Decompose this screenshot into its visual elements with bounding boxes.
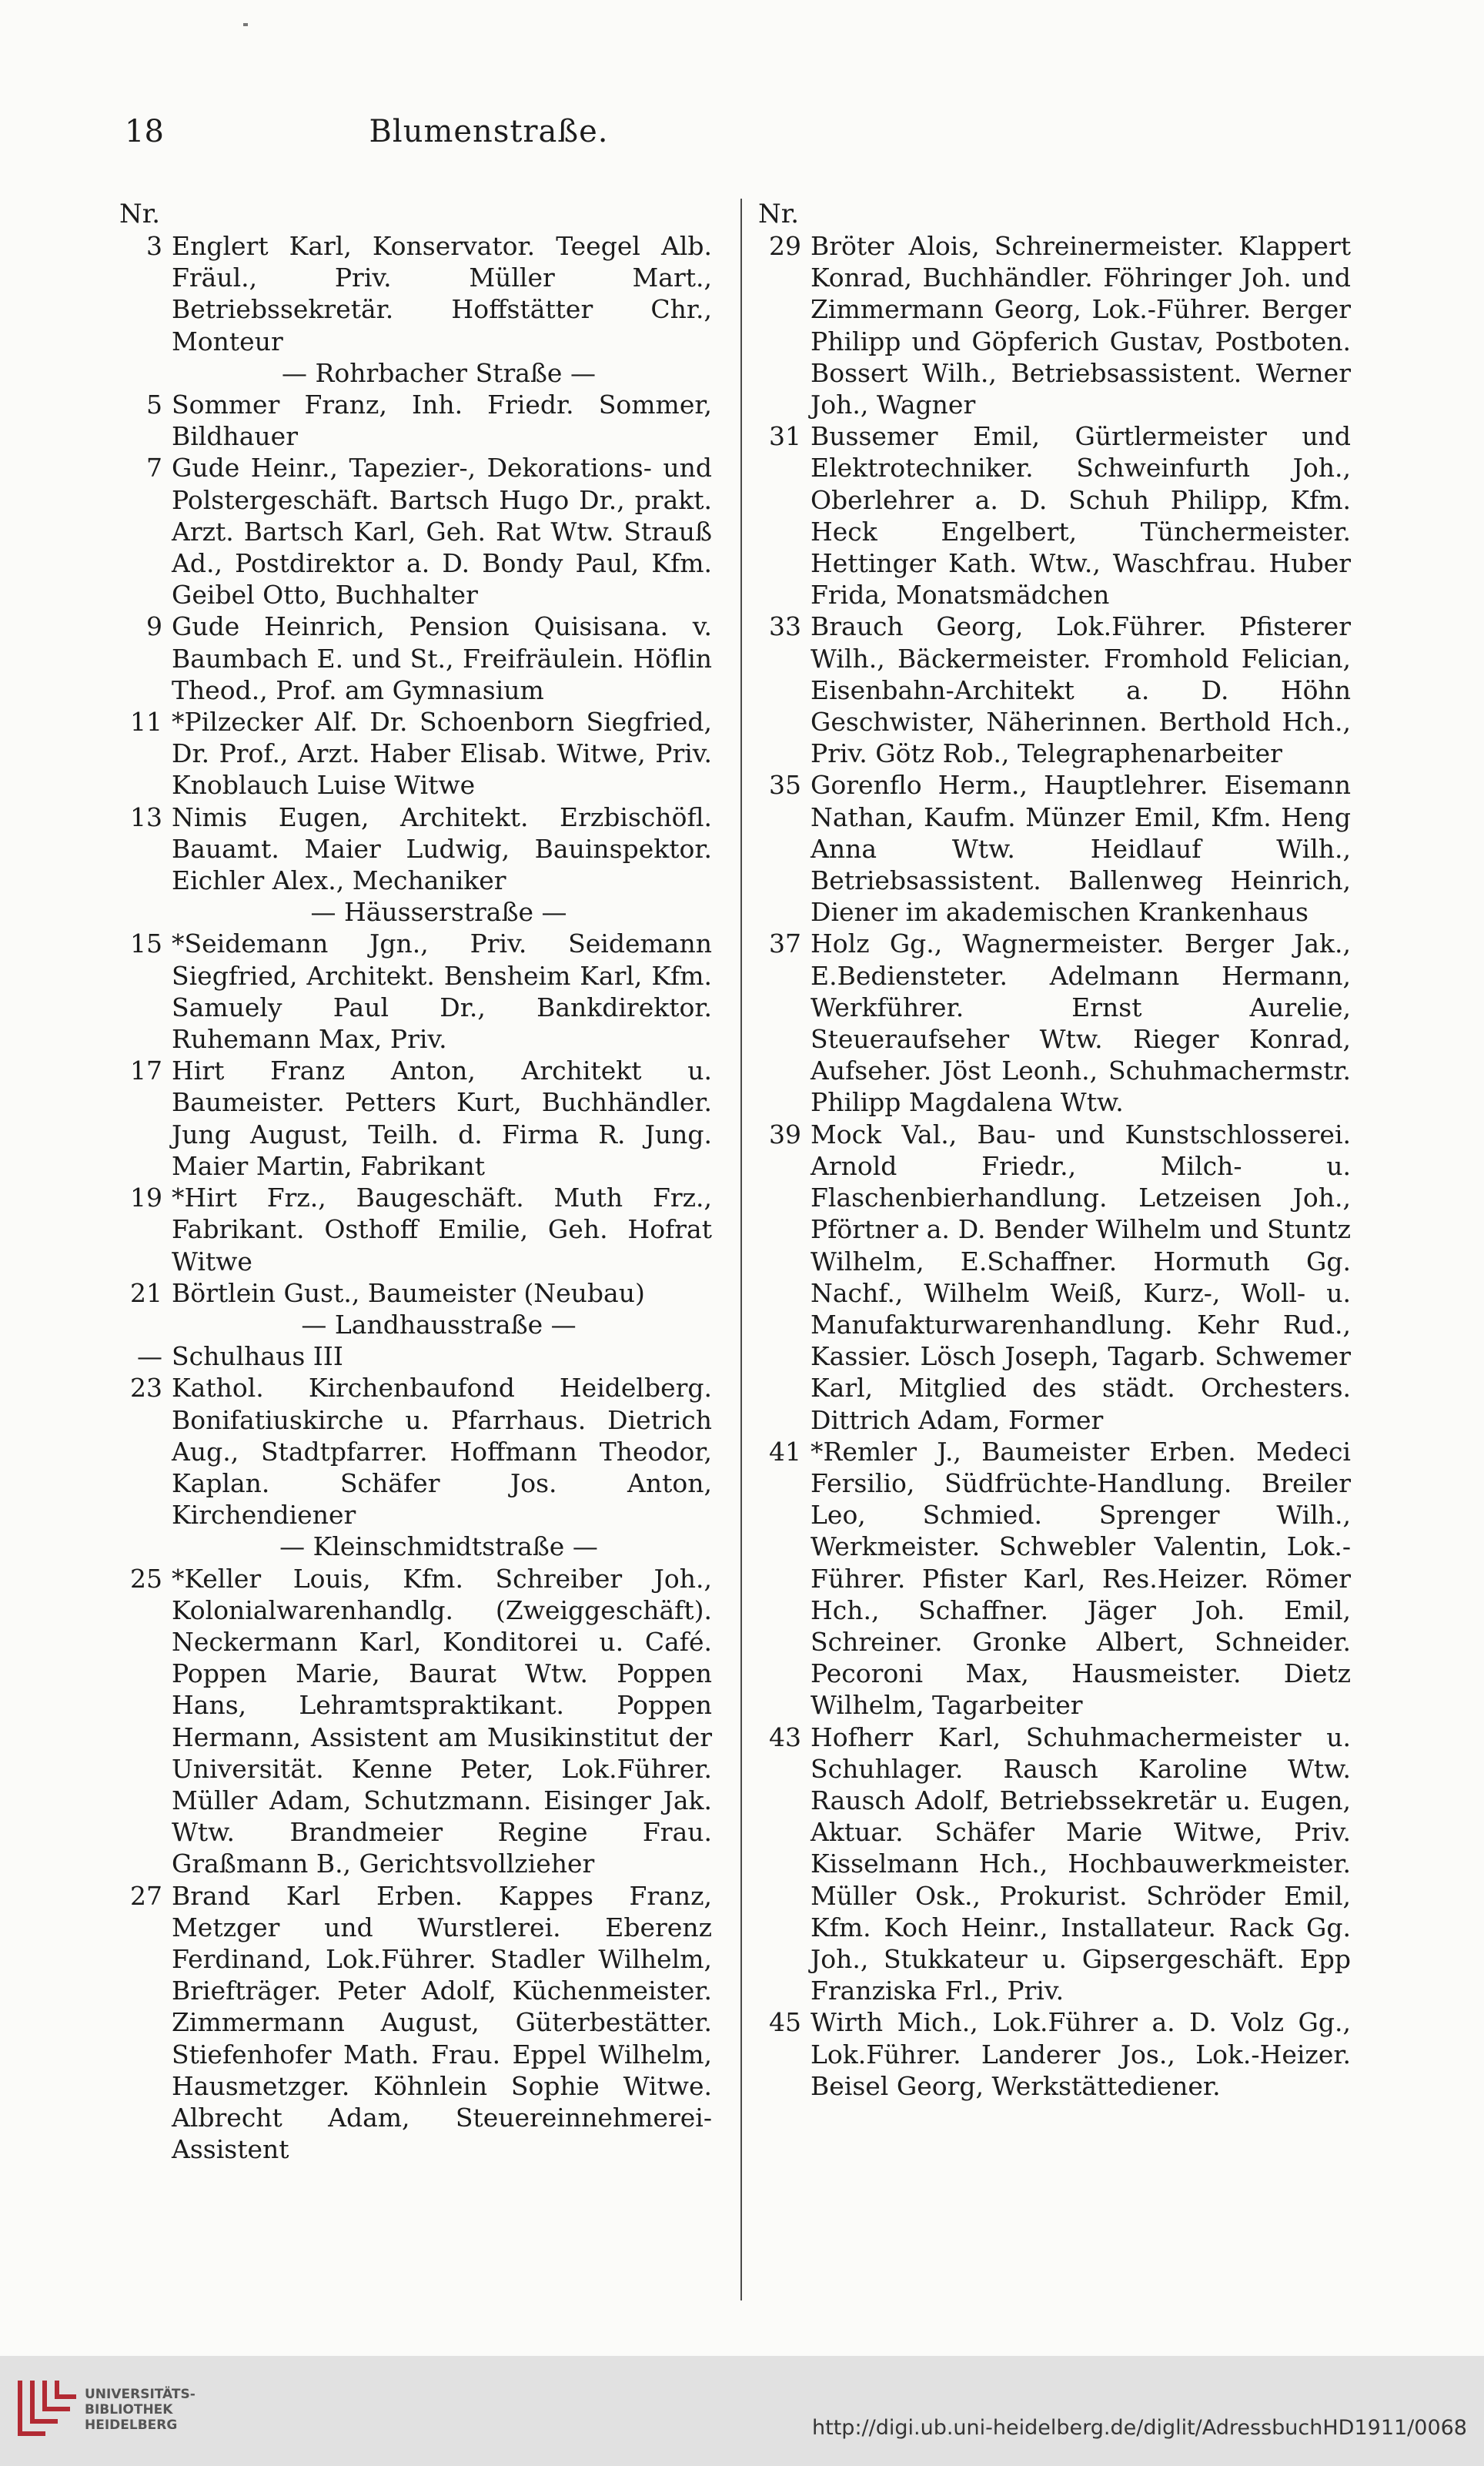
residents-text: Gude Heinrich, Pension Quisisana. v. Baumbach E. und St., Freifräulein. Höflin Theod., Prof. am Gymnasium (172, 611, 712, 705)
house-number: 9 (146, 611, 162, 642)
address-entry (119, 928, 712, 1055)
house-number: 15 (130, 929, 162, 959)
page-number: 18 (125, 114, 164, 149)
residents-text: Mock Val., Bau- und Kunstschlosserei. Arnold Friedr., Milch- u. Flaschenbierhandlung. Letzeisen Joh., Pförtner a. D. Bender Wilhelm und Stuntz Wilhelm, E.Schaffner. Hormuth Gg. Nachf., Wilhelm Weiß, Kurz-, Woll- u. Manufakturwarenhandlung. Kehr Rud., Kassier. Lösch Joseph, Tagarb. Schwemer Karl, Mitglied des städt. Orchesters. Dittrich Adam, Former (811, 1119, 1351, 1435)
residents-text: Bussemer Emil, Gürtlermeister und Elektrotechniker. Schweinfurth Joh., Oberlehrer a. D. Schuh Philipp, Kfm. Heck Engelbert, Tünchermeister. Hettinger Kath. Wtw., Waschfrau. Huber Frida, Monatsmädchen (811, 421, 1351, 611)
address-entry (119, 1182, 712, 1277)
house-number: 27 (130, 1880, 162, 1911)
house-number: 43 (769, 1722, 801, 1752)
residents-text: Kathol. Kirchenbaufond Heidelberg. Bonifatiuskirche u. Pfarrhaus. Dietrich Aug., Stadtpfarrer. Hoffmann Theodor, Kaplan. Schäfer Jos. Anton, Kirchendiener (172, 1373, 712, 1531)
left-column (119, 199, 712, 2165)
house-number: 41 (769, 1436, 801, 1467)
residents-text: Englert Karl, Konservator. Teegel Alb. Fräul., Priv. Müller Mart., Betriebssekretär. Hoffstätter Chr., Monteur (172, 231, 712, 356)
library-logo-icon[interactable] (12, 2377, 80, 2441)
residents-text: *Pilzecker Alf. Dr. Schoenborn Siegfried, Dr. Prof., Arzt. Haber Elisab. Witwe, Priv. Knoblauch Luise Witwe (172, 707, 712, 801)
column-header: Nr. (758, 199, 800, 229)
residents-text: Gorenflo Herm., Hauptlehrer. Eisemann Nathan, Kaufm. Münzer Emil, Kfm. Heng Anna Wtw. Heidlauf Wilh., Betriebsassistent. Ballenweg Heinrich, Diener im akademischen Krankenhaus (811, 770, 1351, 928)
address-entry (758, 230, 1351, 420)
library-name-line: BIBLIOTHEK (85, 2402, 173, 2417)
house-number: 25 (130, 1563, 162, 1594)
house-number: 45 (769, 2007, 801, 2038)
address-entry (119, 230, 712, 357)
residents-text: Hofherr Karl, Schuhmachermeister u. Schuhlager. Rausch Karoline Wtw. Rausch Adolf, Betriebssekretär u. Eugen, Aktuar. Schäfer Marie Witwe, Priv. Kisselmann Hch., Hochbauwerkmeister. Müller Osk., Prokurist. Schröder Emil, Kfm. Koch Heinr., Installateur. Rack Gg. Joh., Stukkateur u. Gipsergeschäft. Epp Franziska Frl., Priv. (811, 1722, 1351, 2006)
scan-speck (243, 23, 248, 26)
house-number: 31 (769, 421, 801, 452)
column-header: Nr. (119, 199, 161, 229)
library-name (85, 2387, 196, 2433)
address-entry (119, 1563, 712, 1880)
address-entry (119, 1055, 712, 1182)
residents-text: Brauch Georg, Lok.Führer. Pfisterer Wilh., Bäckermeister. Fromhold Felician, Eisenbahn-Architekt a. D. Höhn Geschwister, Näherinnen. Berthold Hch., Priv. Götz Rob., Telegraphenarbeiter (811, 611, 1351, 769)
residents-text: Bröter Alois, Schreinermeister. Klappert Konrad, Buchhändler. Föhringer Joh. und Zimmermann Georg, Lok.-Führer. Berger Philipp und Göpferich Gustav, Postboten. Bossert Wilh., Betriebsassistent. Werner Joh., Wagner (811, 231, 1351, 420)
residents-text: Hirt Franz Anton, Architekt u. Baumeister. Petters Kurt, Buchhändler. Jung August, Teilh. d. Firma R. Jung. Maier Martin, Fabrikant (172, 1056, 712, 1181)
address-entry (758, 1436, 1351, 1722)
address-entry (119, 1277, 712, 1309)
address-entry (758, 2006, 1351, 2102)
address-entry (758, 1119, 1351, 1436)
house-number: 21 (130, 1277, 162, 1308)
residents-text: Nimis Eugen, Architekt. Erzbischöfl. Bauamt. Maier Ludwig, Bauinspektor. Eichler Alex., Mechaniker (172, 801, 712, 896)
house-number: 7 (146, 453, 162, 483)
address-entry (119, 801, 712, 897)
footer-bar (0, 2356, 1484, 2466)
residents-text: *Remler J., Baumeister Erben. Medeci Fersilio, Südfrüchte-Handlung. Breiler Leo, Schmied. Sprenger Wilh., Werkmeister. Schwebler Valentin, Lok.-Führer. Pfister Karl, Res.Heizer. Römer Hch., Schaffner. Jäger Joh. Emil, Schreiner. Gronke Albert, Schneider. Pecoroni Max, Hausmeister. Dietz Wilhelm, Tagarbeiter (811, 1436, 1351, 1721)
address-entry (119, 1340, 712, 1372)
residents-text: Gude Heinr., Tapezier-, Dekorations- und Polstergeschäft. Bartsch Hugo Dr., prakt. Arzt. Bartsch Karl, Geh. Rat Wtw. Strauß Ad., Postdirektor a. D. Bondy Paul, Kfm. Geibel Otto, Buchhalter (172, 453, 712, 611)
cross-street-heading: — Landhausstraße — (301, 1309, 577, 1340)
residents-text: *Seidemann Jgn., Priv. Seidemann Siegfried, Architekt. Bensheim Karl, Kfm. Samuely Paul Dr., Bankdirektor. Ruhemann Max, Priv. (172, 929, 712, 1055)
address-entry (119, 1880, 712, 2166)
residents-text: Schulhaus III (172, 1341, 343, 1372)
address-entry (119, 611, 712, 706)
house-number: — (137, 1341, 162, 1372)
address-entry (119, 389, 712, 452)
house-number: 17 (130, 1056, 162, 1086)
address-entry (758, 769, 1351, 928)
address-entry (119, 452, 712, 611)
address-entry (119, 706, 712, 801)
column-divider (740, 199, 742, 2300)
cross-street-heading: — Kleinschmidtstraße — (279, 1531, 598, 1562)
house-number: 23 (130, 1373, 162, 1404)
residents-text: Börtlein Gust., Baumeister (Neubau) (172, 1277, 645, 1308)
house-number: 13 (130, 801, 162, 832)
address-entry (119, 1372, 712, 1531)
street-title: Blumenstraße. (369, 114, 609, 149)
house-number: 5 (146, 390, 162, 420)
house-number: 39 (769, 1119, 801, 1149)
address-entry (758, 420, 1351, 611)
house-number: 37 (769, 929, 801, 959)
house-number: 35 (769, 770, 801, 801)
residents-text: *Keller Louis, Kfm. Schreiber Joh., Kolonialwarenhandlg. (Zweiggeschäft). Neckermann Karl, Konditorei u. Café. Poppen Marie, Baurat Wtw. Poppen Hans, Lehramtspraktikant. Poppen Hermann, Assistent am Musikinstitut der Universität. Kenne Peter, Lok.Führer. Müller Adam, Schutzmann. Eisinger Jak. Wtw. Brandmeier Regine Frau. Graßmann B., Gerichtsvollzieher (172, 1563, 712, 1879)
residents-text: Brand Karl Erben. Kappes Franz, Metzger und Wurstlerei. Eberenz Ferdinand, Lok.Führer. Stadler Wilhelm, Briefträger. Peter Adolf, Küchenmeister. Zimmermann August, Güterbestätter. Stiefenhofer Math. Frau. Eppel Wilhelm, Hausmetzger. Köhnlein Sophie Witwe. Albrecht Adam, Steuereinnehmerei-Assistent (172, 1880, 712, 2165)
residents-text: Holz Gg., Wagnermeister. Berger Jak., E.Bediensteter. Adelmann Hermann, Werkführer. Ernst Aurelie, Steueraufseher Wtw. Rieger Konrad, Aufseher. Jöst Leonh., Schuhmachermstr. Philipp Magdalena Wtw. (811, 929, 1351, 1118)
address-entry (758, 1722, 1351, 2007)
residents-text: Wirth Mich., Lok.Führer a. D. Volz Gg., Lok.Führer. Landerer Jos., Lok.-Heizer. Beisel Georg, Werkstättediener. (811, 2007, 1351, 2101)
address-entry (758, 611, 1351, 769)
address-entry (758, 928, 1351, 1118)
cross-street-heading: — Rohrbacher Straße — (282, 357, 596, 388)
house-number: 11 (130, 707, 162, 738)
residents-text: *Hirt Frz., Baugeschäft. Muth Frz., Fabrikant. Osthoff Emilie, Geh. Hofrat Witwe (172, 1183, 712, 1276)
page-header (115, 114, 862, 160)
right-column (758, 199, 1351, 2102)
residents-text: Sommer Franz, Inh. Friedr. Sommer, Bildhauer (172, 390, 712, 452)
library-name-line: HEIDELBERG (85, 2417, 178, 2433)
house-number: 3 (146, 231, 162, 261)
cross-street-heading: — Häusserstraße — (310, 897, 567, 928)
library-name-line: UNIVERSITÄTS- (85, 2387, 196, 2402)
house-number: 19 (130, 1183, 162, 1213)
source-url-link[interactable]: http://digi.ub.uni-heidelberg.de/diglit/AdressbuchHD1911/0068 (812, 2416, 1467, 2440)
house-number: 33 (769, 611, 801, 642)
house-number: 29 (769, 231, 801, 261)
